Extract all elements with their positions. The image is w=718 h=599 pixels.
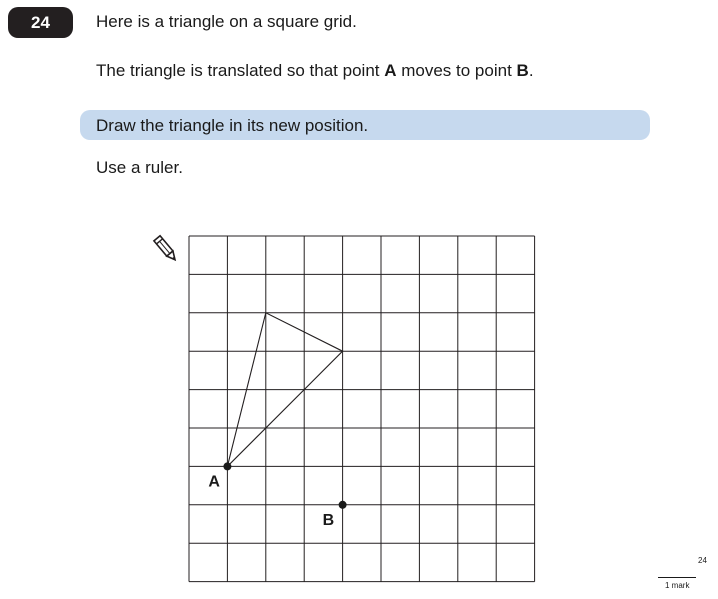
point-b-dot	[339, 501, 347, 509]
translation-text-start: The triangle is translated so that point	[96, 61, 385, 80]
mark-line	[658, 577, 696, 578]
instruction-text: Use a ruler.	[96, 158, 183, 177]
point-a-ref: A	[384, 61, 397, 80]
translation-text-end: .	[528, 61, 534, 80]
mark-label: 1 mark	[665, 581, 690, 590]
question-number: 24	[8, 7, 73, 38]
question-reference: 24	[698, 556, 707, 565]
point-b-label: B	[322, 511, 335, 529]
translation-text-middle: moves to point	[396, 61, 517, 80]
point-b-ref: B	[516, 61, 529, 80]
point-a-label: A	[208, 473, 220, 491]
task-text: Draw the triangle in its new position.	[96, 116, 369, 135]
point-a-dot	[223, 462, 231, 470]
question-text-intro: Here is a triangle on a square grid.	[96, 12, 357, 31]
